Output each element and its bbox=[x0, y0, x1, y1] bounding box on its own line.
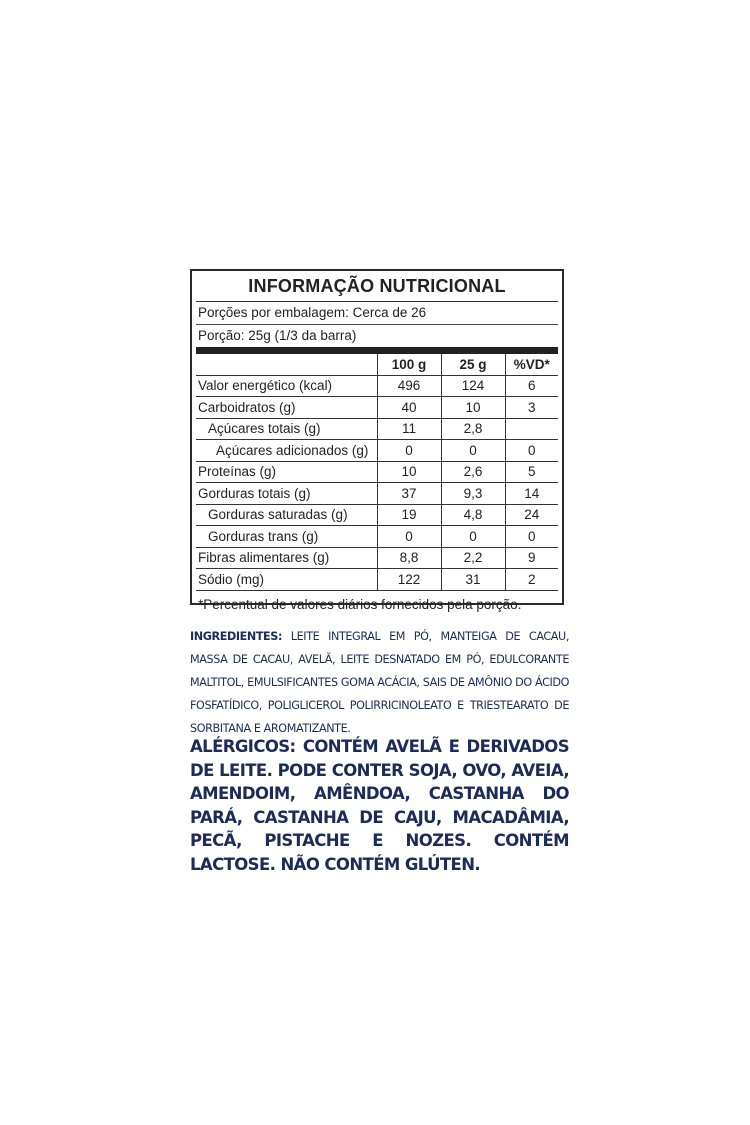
row-value-100g: 8,8 bbox=[377, 547, 441, 569]
header-100g: 100 g bbox=[377, 354, 441, 375]
row-label: Sódio (mg) bbox=[196, 569, 377, 591]
nutrition-facts-panel bbox=[190, 269, 564, 612]
allergens-block: ALÉRGICOS: CONTÉM AVELÃ E DERIVADOS DE LEITE. PODE CONTER SOJA, OVO, AVEIA, AMENDOIM, AMÊNDOA, CASTANHA DO PARÁ, CASTANHA DE CAJU, MACADÂMIA, PECÃ, PISTACHE E NOZES. CONTÉM LACTOSE. NÃO CONTÉM GLÚTEN. bbox=[190, 737, 569, 874]
row-value-25g: 4,8 bbox=[441, 504, 505, 526]
row-value-25g: 31 bbox=[441, 569, 505, 591]
table-header-row bbox=[196, 354, 558, 375]
nutrition-title: INFORMAÇÃO NUTRICIONAL bbox=[196, 271, 558, 302]
header-25g: 25 g bbox=[441, 354, 505, 375]
row-value-vd: 0 bbox=[505, 526, 558, 548]
row-value-vd: 9 bbox=[505, 547, 558, 569]
row-value-100g: 0 bbox=[377, 526, 441, 548]
header-vd: %VD* bbox=[505, 354, 558, 375]
row-value-25g: 0 bbox=[441, 526, 505, 548]
thick-divider bbox=[196, 347, 558, 354]
row-label: Carboidratos (g) bbox=[196, 397, 377, 419]
ingredients-block bbox=[190, 625, 569, 740]
row-value-100g: 10 bbox=[377, 461, 441, 483]
table-row bbox=[196, 397, 558, 419]
row-value-25g: 2,2 bbox=[441, 547, 505, 569]
row-value-vd: 0 bbox=[505, 440, 558, 462]
serving-size: Porção: 25g (1/3 da barra) bbox=[198, 328, 357, 343]
table-row bbox=[196, 504, 558, 526]
servings-per-package: Porções por embalagem: Cerca de 26 bbox=[196, 302, 558, 325]
row-value-vd: 6 bbox=[505, 375, 558, 397]
row-label: Fibras alimentares (g) bbox=[196, 547, 377, 569]
table-row bbox=[196, 483, 558, 505]
row-label: Açúcares totais (g) bbox=[196, 418, 377, 440]
row-label: Valor energético (kcal) bbox=[196, 375, 377, 397]
row-value-25g: 124 bbox=[441, 375, 505, 397]
row-value-100g: 11 bbox=[377, 418, 441, 440]
row-value-vd bbox=[505, 418, 558, 440]
row-value-25g: 0 bbox=[441, 440, 505, 462]
row-label: Açúcares adicionados (g) bbox=[196, 440, 377, 462]
header-label-cell bbox=[196, 354, 377, 375]
table-row bbox=[196, 418, 558, 440]
row-value-100g: 0 bbox=[377, 440, 441, 462]
row-value-25g: 9,3 bbox=[441, 483, 505, 505]
row-value-100g: 19 bbox=[377, 504, 441, 526]
row-value-100g: 37 bbox=[377, 483, 441, 505]
table-row bbox=[196, 375, 558, 397]
table-row bbox=[196, 547, 558, 569]
row-value-vd: 2 bbox=[505, 569, 558, 591]
table-row bbox=[196, 526, 558, 548]
row-label: Proteínas (g) bbox=[196, 461, 377, 483]
row-value-vd: 3 bbox=[505, 397, 558, 419]
footnote: *Percentual de valores diários fornecidos pela porção. bbox=[198, 596, 522, 612]
table-row bbox=[196, 569, 558, 591]
row-value-vd: 14 bbox=[505, 483, 558, 505]
row-value-vd: 5 bbox=[505, 461, 558, 483]
ingredients-text: LEITE INTEGRAL EM PÓ, MANTEIGA DE CACAU, MASSA DE CACAU, AVELÃ, LEITE DESNATADO EM PÓ, EDULCORANTE MALTITOL, EMULSIFICANTES GOMA ACÁCIA, SAIS DE AMÔNIO DO ÁCIDO FOSFATÍDICO, POLIGLICEROL POLIRRICINOLEATO E TRIESTEARATO DE SORBITANA E AROMATIZANTE. bbox=[190, 630, 569, 735]
row-label: Gorduras totais (g) bbox=[196, 483, 377, 505]
row-value-100g: 40 bbox=[377, 397, 441, 419]
row-value-25g: 10 bbox=[441, 397, 505, 419]
row-value-vd: 24 bbox=[505, 504, 558, 526]
row-value-100g: 122 bbox=[377, 569, 441, 591]
row-label: Gorduras trans (g) bbox=[196, 526, 377, 548]
row-label: Gorduras saturadas (g) bbox=[196, 504, 377, 526]
nutrition-table bbox=[196, 354, 558, 591]
row-value-100g: 496 bbox=[377, 375, 441, 397]
row-value-25g: 2,8 bbox=[441, 418, 505, 440]
table-row bbox=[196, 461, 558, 483]
row-value-25g: 2,6 bbox=[441, 461, 505, 483]
ingredients-title: INGREDIENTES: bbox=[190, 630, 283, 643]
table-row bbox=[196, 440, 558, 462]
